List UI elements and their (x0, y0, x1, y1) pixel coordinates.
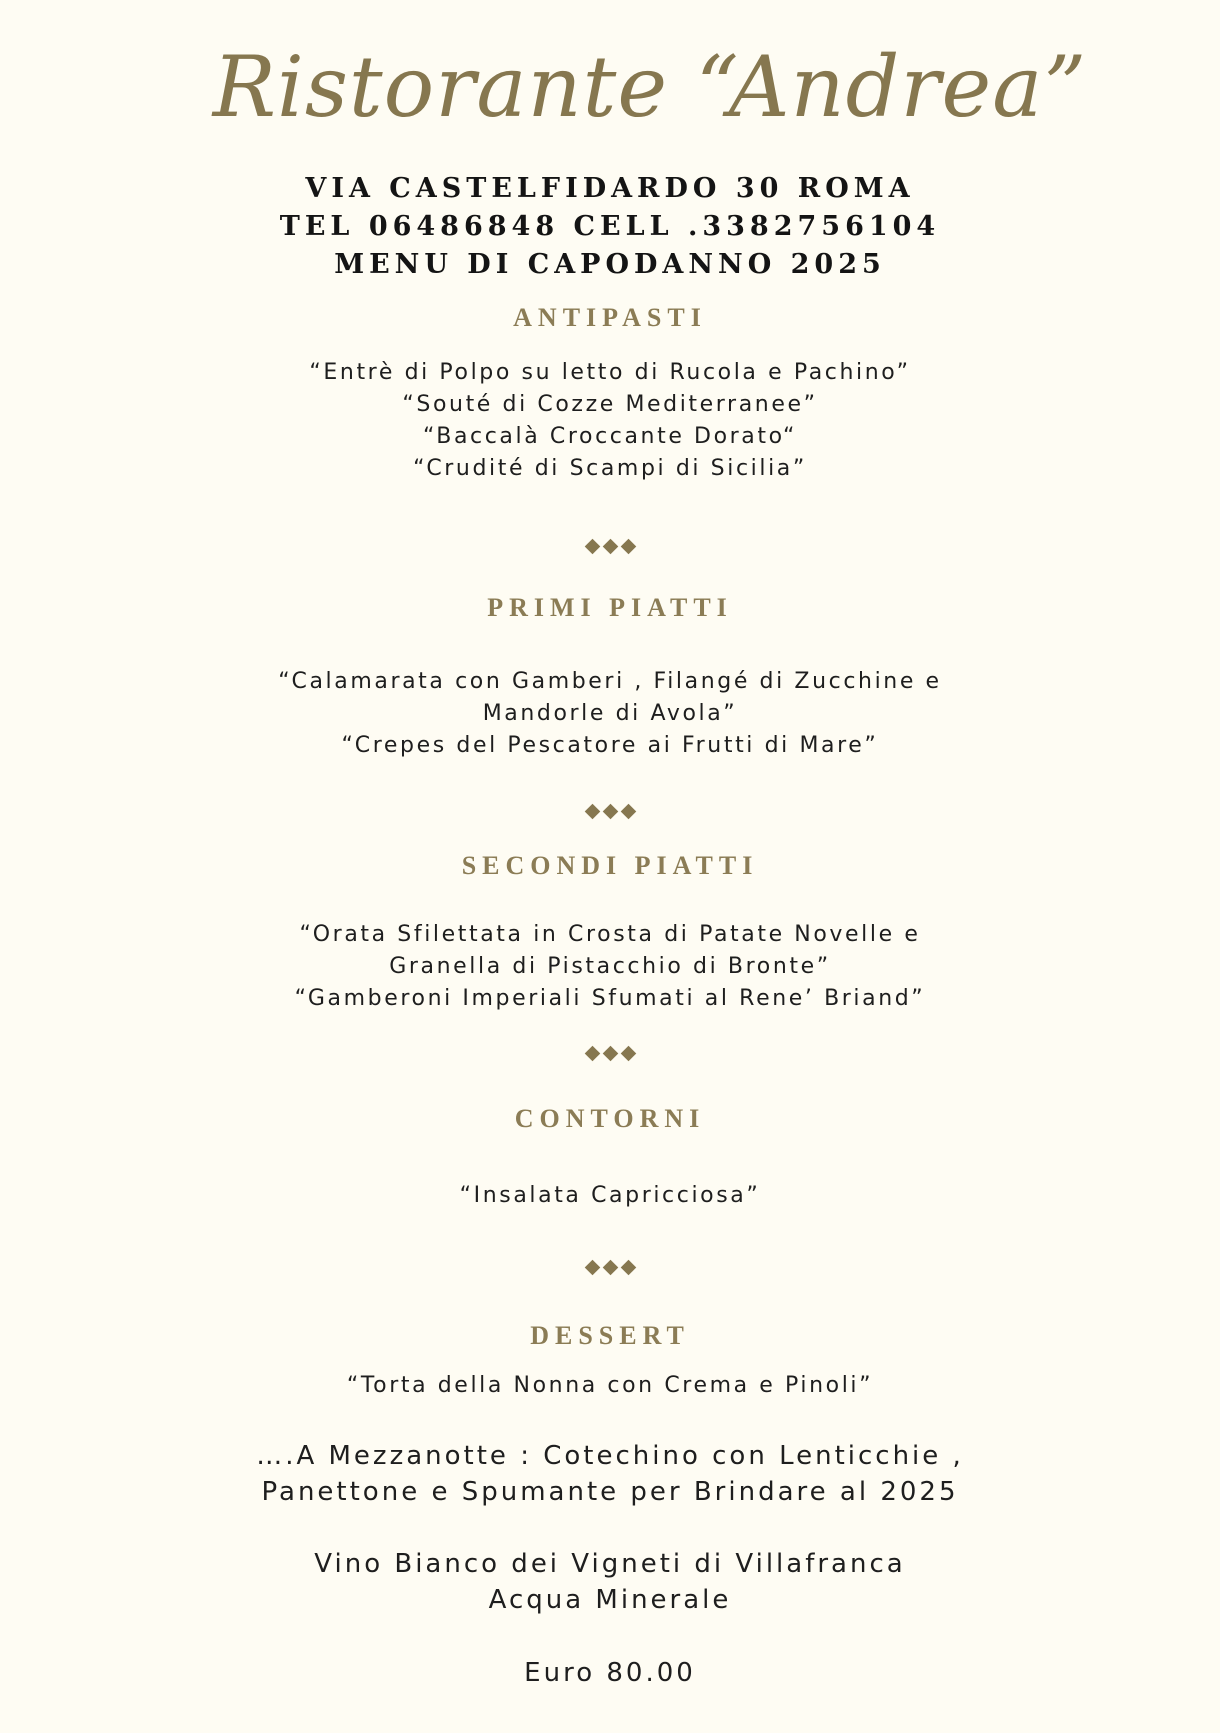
menu-item: “Insalata Capricciosa” (459, 1183, 761, 1208)
menu-item: “Calamarata con Gamberi , Filangé di Zucchine e (278, 669, 942, 694)
contorni-list (0, 1180, 1220, 1212)
section-title-primi: PRIMI PIATTI (487, 593, 733, 622)
price: Euro 80.00 (524, 1658, 696, 1688)
menu-item: “Gamberoni Imperiali Sfumati al Rene’ Briand” (294, 986, 926, 1011)
drinks-line: Acqua Minerale (488, 1585, 732, 1615)
menu-subtitle: MENU DI CAPODANNO 2025 (334, 249, 886, 280)
dessert-list (0, 1370, 1220, 1402)
menu-item: “Torta della Nonna con Crema e Pinoli” (346, 1373, 874, 1398)
diamond-icon (620, 804, 636, 820)
section-title-dessert: DESSERT (530, 1321, 690, 1350)
diamond-divider (0, 1259, 1220, 1277)
diamond-icon (602, 1046, 618, 1062)
section-title-secondi: SECONDI PIATTI (461, 851, 759, 880)
diamond-divider (0, 538, 1220, 556)
diamond-icon (602, 1260, 618, 1276)
address-line: VIA CASTELFIDARDO 30 ROMA (305, 173, 915, 204)
secondi-list (0, 919, 1220, 1015)
diamond-icon (584, 539, 600, 555)
menu-item: Granella di Pistacchio di Bronte” (389, 954, 831, 979)
menu-item: Mandorle di Avola” (482, 701, 738, 726)
menu-item: “Orata Sfilettata in Crosta di Patate Novelle e (299, 922, 921, 947)
drinks-note (0, 1546, 1220, 1618)
diamond-icon (620, 1046, 636, 1062)
section-title-antipasti: ANTIPASTI (513, 303, 707, 332)
diamond-icon (584, 1046, 600, 1062)
section-title-contorni: CONTORNI (514, 1104, 706, 1133)
diamond-icon (620, 1260, 636, 1276)
menu-item: “Baccalà Croccante Dorato“ (422, 424, 798, 449)
menu-item: “Entrè di Polpo su letto di Rucola e Pachino” (309, 360, 911, 385)
diamond-icon (584, 1260, 600, 1276)
diamond-icon (584, 804, 600, 820)
restaurant-info (0, 170, 1220, 284)
primi-list (0, 666, 1220, 762)
menu-item: “Souté di Cozze Mediterranee” (402, 392, 818, 417)
diamond-divider (0, 1045, 1220, 1063)
diamond-icon (602, 539, 618, 555)
diamond-divider (0, 803, 1220, 821)
drinks-line: Vino Bianco dei Vigneti di Villafranca (314, 1549, 906, 1579)
diamond-icon (602, 804, 618, 820)
midnight-line: ….A Mezzanotte : Cotechino con Lenticchie , (256, 1441, 964, 1471)
midnight-line: Panettone e Spumante per Brindare al 2025 (261, 1477, 959, 1507)
menu-item: “Crepes del Pescatore ai Frutti di Mare” (341, 733, 879, 758)
phone-line: TEL 06486848 CELL .3382756104 (279, 211, 941, 242)
menu-item: “Crudité di Scampi di Sicilia” (413, 456, 807, 481)
diamond-icon (620, 539, 636, 555)
antipasti-list (0, 357, 1220, 485)
restaurant-title: Ristorante “Andrea” (212, 38, 1088, 136)
midnight-note (0, 1438, 1220, 1510)
